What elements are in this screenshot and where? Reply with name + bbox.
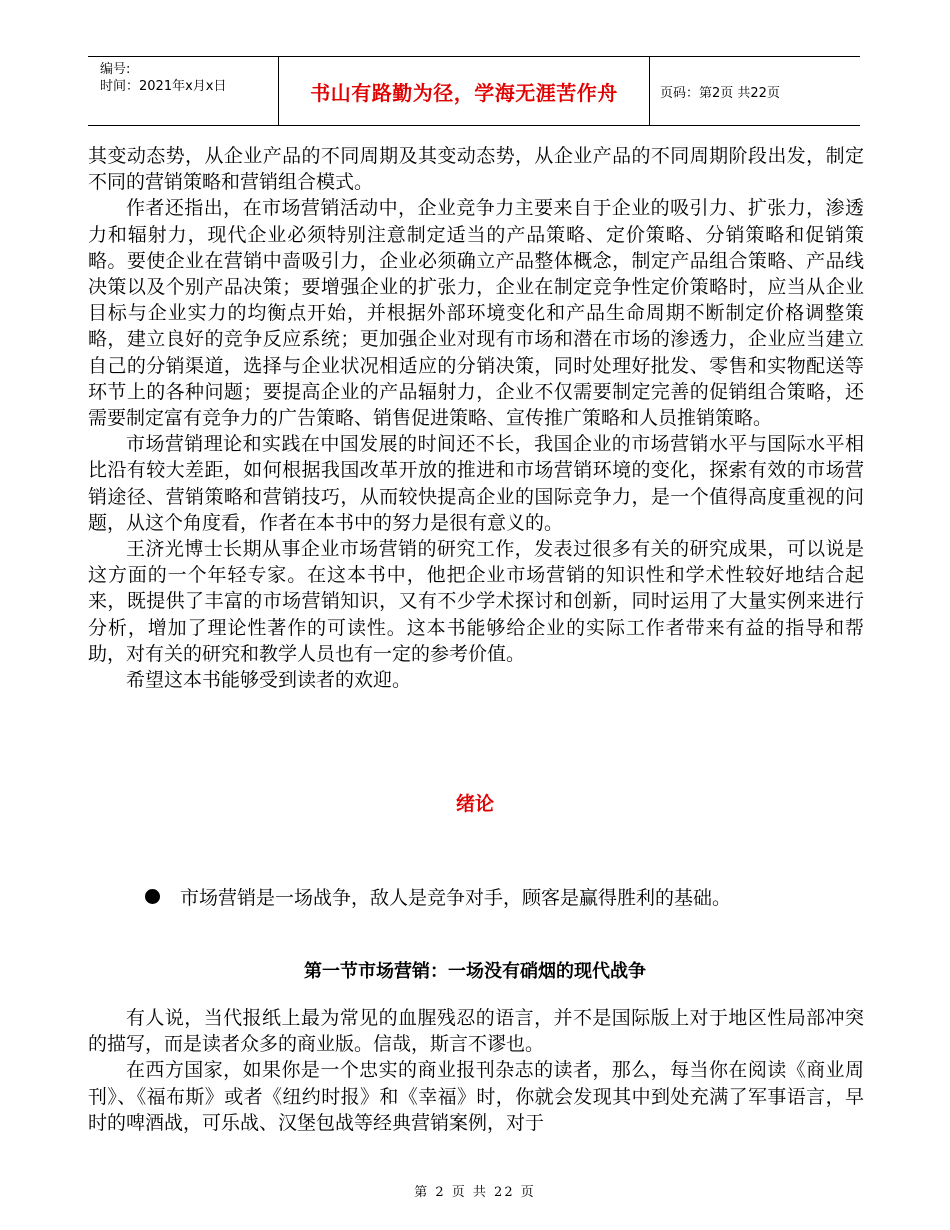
bullet-icon: [145, 889, 160, 904]
number-label: 编号:: [100, 62, 131, 77]
paragraph: 有人说，当代报纸上最为常见的血腥残忍的语言，并不是国际版上对于地区性局部冲突的描写，而是读者众多的商业版。信哉，斯言不谬也。: [88, 1007, 864, 1056]
page-footer: 第 2 页 共 22 页: [414, 1185, 536, 1200]
time-label: 时间：2021年x月x日: [100, 79, 227, 94]
header-motto: 书山有路勤为径，学海无涯苦作舟: [278, 57, 650, 125]
paragraph: 在西方国家，如果你是一个忠实的商业报刊杂志的读者，那么，每当你在阅读《商业周刊》、《福布斯》或者《纽约时报》和《幸福》时，你就会发现其中到处充满了军事语言，早时的啤酒战，可乐战、汉堡包战等经典营销案例，对于: [88, 1059, 864, 1134]
body-section-1: [88, 143, 864, 693]
section-heading: 第一节市场营销：一场没有硝烟的现代战争: [304, 961, 646, 982]
paragraph: 其变动态势，从企业产品的不同周期及其变动态势，从企业产品的不同周期阶段出发，制定不同的营销策略和营销组合模式。: [88, 145, 864, 194]
bullet-item: [145, 883, 865, 910]
header-page-info: 页码：第2页 共22页: [660, 85, 780, 101]
paragraph: 作者还指出，在市场营销活动中，企业竞争力主要来自于企业的吸引力、扩张力，渗透力和辐射力，现代企业必须特别注意制定适当的产品策略、定价策略、分销策略和促销策略。要使企业在营销中啬吸引力，企业必须确立产品整体概念，制定产品组合策略、产品线决策以及个别产品决策；要增强企业的扩张力，企业在制定竞争性定价策略时，应当从企业目标与企业实力的均衡点开始，并根据外部环境变化和产品生命周期不断制定价格调整策略，建立良好的竞争反应系统；更加强企业对现有市场和潜在市场的渗透力，企业应当建立自己的分销渠道，选择与企业状况相适应的分销决策，同时处理好批发、零售和实物配送等环节上的各种问题；要提高企业的产品辐射力，企业不仅需要制定完善的促销组合策略，还需要制定富有竞争力的广告策略、销售促进策略、宣传推广策略和人员推销策略。: [88, 197, 864, 430]
body-section-2: [88, 1005, 864, 1136]
bullet-text: 市场营销是一场战争，敌人是竞争对手，顾客是赢得胜利的基础。: [180, 887, 732, 909]
paragraph: 市场营销理论和实践在中国发展的时间还不长，我国企业的市场营销水平与国际水平相比沿有较大差距，如何根据我国改革开放的推进和市场营销环境的变化，探索有效的市场营销途径、营销策略和营销技巧，从而较快提高企业的国际竞争力，是一个值得高度重视的问题，从这个角度看，作者在本书中的努力是很有意义的。: [88, 433, 864, 534]
page-header: [88, 56, 860, 126]
paragraph: 王济光博士长期从事企业市场营销的研究工作，发表过很多有关的研究成果，可以说是这方面的一个年轻专家。在这本书中，他把企业市场营销的知识性和学术性较好地结合起来，既提供了丰富的市场营销知识，又有不少学术探讨和创新，同时运用了大量实例来进行分析，增加了理论性著作的可读性。这本书能够给企业的实际工作者带来有益的指导和帮助，对有关的研究和教学人员也有一定的参考价值。: [88, 538, 864, 665]
red-heading: 绪论: [455, 793, 494, 815]
paragraph: 希望这本书能够受到读者的欢迎。: [126, 669, 412, 692]
header-meta: [88, 57, 278, 125]
